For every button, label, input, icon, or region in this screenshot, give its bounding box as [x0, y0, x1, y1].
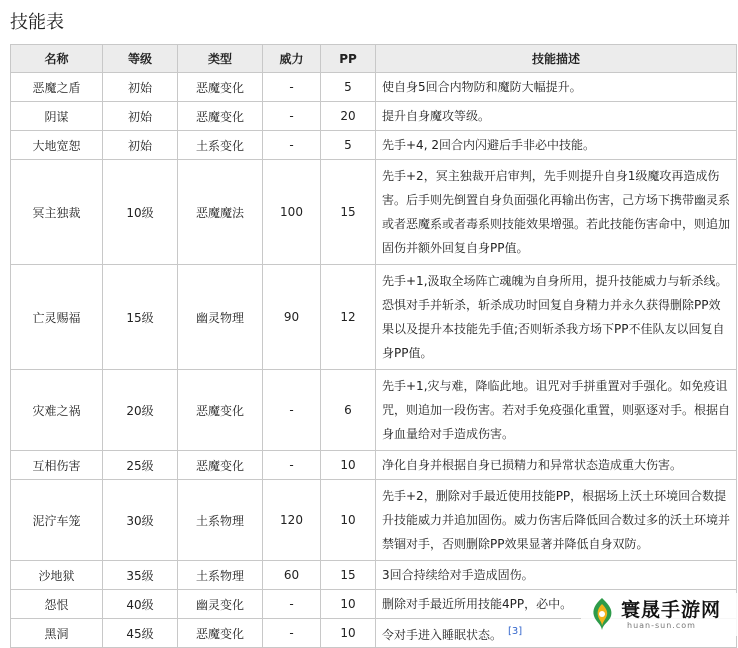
cell-power: -: [263, 73, 321, 102]
cell-name: 泥泞车笼: [11, 480, 103, 561]
watermark-logo-icon: [587, 596, 617, 632]
table-row: [11, 480, 737, 561]
cell-level: 40级: [103, 590, 178, 619]
cell-desc: 删除对手最近所用技能4PP，必中。: [376, 590, 737, 619]
skill-table: [10, 44, 737, 648]
cell-power: -: [263, 131, 321, 160]
cell-type: 土系物理: [178, 561, 263, 590]
cell-pp: 5: [321, 73, 376, 102]
cell-level: 15级: [103, 265, 178, 370]
table-row: [11, 265, 737, 370]
cell-name: 怨恨: [11, 590, 103, 619]
cell-desc: 净化自身并根据自身已损精力和异常状态造成重大伤害。: [376, 451, 737, 480]
table-row: [11, 73, 737, 102]
cell-name: 冥主独裁: [11, 160, 103, 265]
header-power: 威力: [263, 45, 321, 73]
cell-name: 黑洞: [11, 619, 103, 648]
table-row: [11, 370, 737, 451]
table-row: [11, 131, 737, 160]
cell-level: 30级: [103, 480, 178, 561]
cell-desc: 先手+2，冥主独裁开启审判，先手则提升自身1级魔攻再造成伤害。后手则先倒置自身负面强化再输出伤害，己方场下携带幽灵系或者恶魔系或者毒系则技能效果增强。若此技能伤害命中，则追加固伤并额外回复自身PP值。: [376, 160, 737, 265]
watermark: [581, 593, 738, 636]
cell-power: -: [263, 451, 321, 480]
cell-pp: 10: [321, 480, 376, 561]
cell-name: 阴谋: [11, 102, 103, 131]
table-header-row: [11, 45, 737, 73]
cell-type: 恶魔变化: [178, 619, 263, 648]
cell-name: 灾难之祸: [11, 370, 103, 451]
header-type: 类型: [178, 45, 263, 73]
cell-level: 初始: [103, 131, 178, 160]
cell-pp: 20: [321, 102, 376, 131]
cell-name: 沙地狱: [11, 561, 103, 590]
cell-level: 25级: [103, 451, 178, 480]
cell-power: -: [263, 370, 321, 451]
cell-desc: 使自身5回合内物防和魔防大幅提升。: [376, 73, 737, 102]
cell-power: -: [263, 619, 321, 648]
cell-name: 互相伤害: [11, 451, 103, 480]
header-desc: 技能描述: [376, 45, 737, 73]
cell-pp: 10: [321, 590, 376, 619]
header-name: 名称: [11, 45, 103, 73]
cell-pp: 5: [321, 131, 376, 160]
cell-type: 幽灵变化: [178, 590, 263, 619]
cell-desc-text: 令对手进入睡眠状态。: [382, 627, 503, 642]
cell-pp: 10: [321, 451, 376, 480]
cell-level: 初始: [103, 73, 178, 102]
cell-power: 120: [263, 480, 321, 561]
table-row: [11, 160, 737, 265]
cell-power: -: [263, 102, 321, 131]
cell-pp: 12: [321, 265, 376, 370]
cell-type: 土系变化: [178, 131, 263, 160]
watermark-sub: huan-sun.com: [627, 621, 696, 630]
cell-power: 100: [263, 160, 321, 265]
cell-desc: 先手+1,汲取全场阵亡魂魄为自身所用，提升技能威力与斩杀线。恐惧对手并斩杀，斩杀成功时回复自身精力并永久获得删除PP效果以及提升本技能先手值;否则斩杀我方场下PP不佳队友以回复自身PP值。: [376, 265, 737, 370]
cell-name: 亡灵赐福: [11, 265, 103, 370]
cell-name: 恶魔之盾: [11, 73, 103, 102]
cell-desc: 提升自身魔攻等级。: [376, 102, 737, 131]
table-row: [11, 102, 737, 131]
cell-power: 60: [263, 561, 321, 590]
cell-type: 恶魔变化: [178, 102, 263, 131]
cell-type: 恶魔变化: [178, 370, 263, 451]
page-title: 技能表: [10, 12, 64, 33]
header-pp: PP: [321, 45, 376, 73]
cell-desc: 先手+1,灾与难，降临此地。诅咒对手拼重置对手强化。如免疫诅咒，则追加一段伤害。若对手免疫强化重置，则驱逐对手。根据自身血量给对手造成伤害。: [376, 370, 737, 451]
skill-table-container: [10, 44, 736, 648]
header-level: 等级: [103, 45, 178, 73]
cell-pp: 6: [321, 370, 376, 451]
cell-power: 90: [263, 265, 321, 370]
cell-power: -: [263, 590, 321, 619]
cell-level: 10级: [103, 160, 178, 265]
table-row: [11, 561, 737, 590]
cell-level: 初始: [103, 102, 178, 131]
watermark-text: 寰晟手游网: [621, 599, 722, 621]
table-row: [11, 451, 737, 480]
cell-level: 35级: [103, 561, 178, 590]
cell-desc: 3回合持续给对手造成固伤。: [376, 561, 737, 590]
cell-pp: 15: [321, 561, 376, 590]
cell-pp: 15: [321, 160, 376, 265]
cell-type: 幽灵物理: [178, 265, 263, 370]
cell-name: 大地宽恕: [11, 131, 103, 160]
reference-link[interactable]: [3]: [508, 625, 523, 637]
cell-pp: 10: [321, 619, 376, 648]
cell-desc: 先手+4, 2回合内闪避后手非必中技能。: [376, 131, 737, 160]
cell-type: 恶魔变化: [178, 451, 263, 480]
cell-level: 20级: [103, 370, 178, 451]
cell-type: 恶魔变化: [178, 73, 263, 102]
cell-type: 土系物理: [178, 480, 263, 561]
cell-type: 恶魔魔法: [178, 160, 263, 265]
cell-level: 45级: [103, 619, 178, 648]
cell-desc: 先手+2，删除对手最近使用技能PP，根据场上沃土环境回合数提升技能威力并追加固伤。威力伤害后降低回合数过多的沃土环境并禁锢对手，否则删除PP效果显著并降低自身双防。: [376, 480, 737, 561]
